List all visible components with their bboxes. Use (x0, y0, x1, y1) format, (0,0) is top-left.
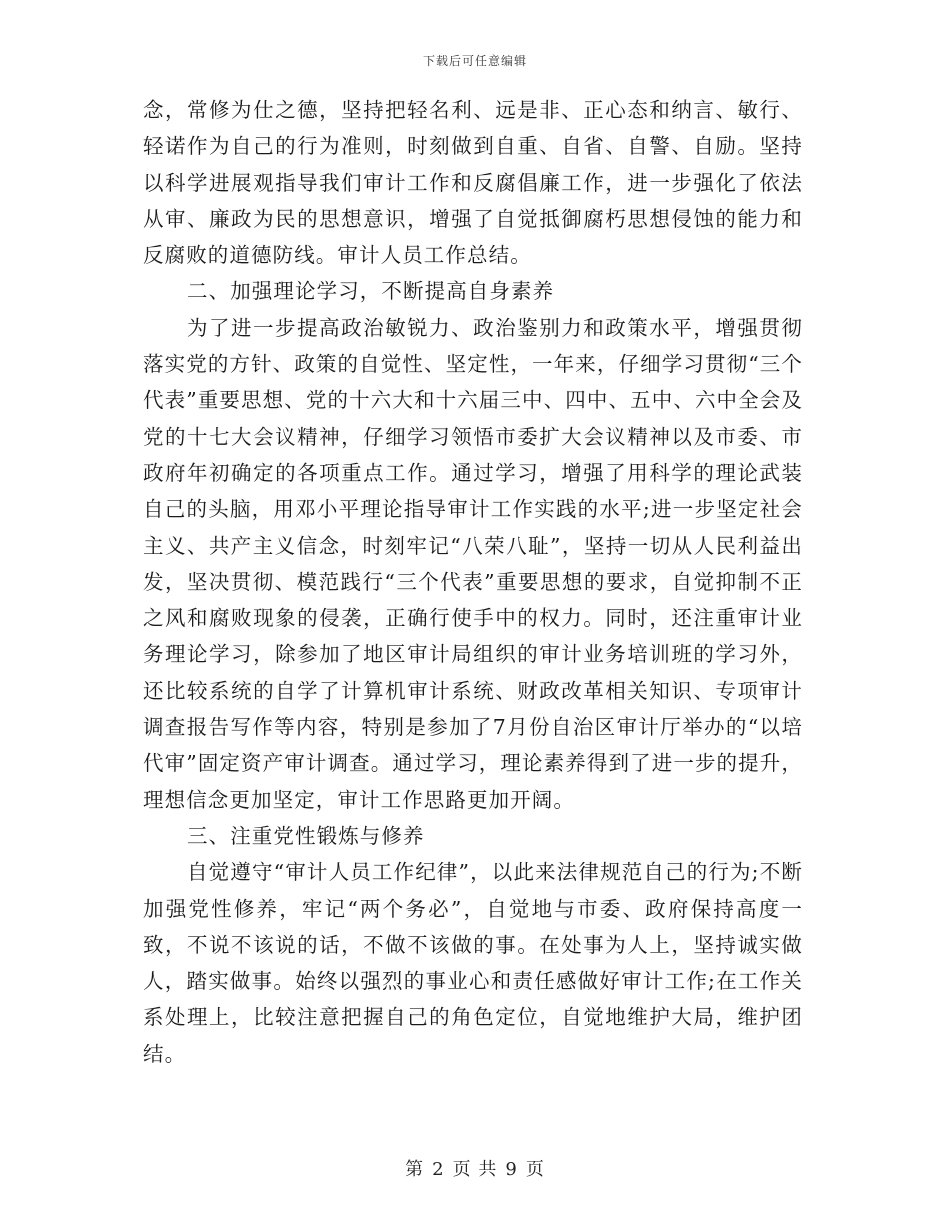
footer-suffix: 页 (525, 1159, 545, 1180)
page-number-footer (0, 1155, 950, 1181)
document-body (143, 92, 803, 1072)
footer-middle: 页 共 (452, 1159, 498, 1180)
paragraph-party-spirit: 自觉遵守“审计人员工作纪律”，以此来法律规范自己的行为;不断加强党性修养，牢记“两个务必”，自觉地与市委、政府保持高度一致，不说不该说的话，不做不该做的事。在处事为人上，坚持诚实做人，踏实做事。始终以强烈的事业心和责任感做好审计工作;在工作关系处理上，比较注意把握自己的角色定位，自觉地维护大局，维护团结。 (143, 860, 803, 1066)
total-page-count: 9 (505, 1159, 518, 1180)
paragraph-integrity: 念，常修为仕之德，坚持把轻名利、远是非、正心态和纳言、敏行、轻诺作为自己的行为准则，时刻做到自重、自省、自警、自励。坚持以科学进展观指导我们审计工作和反腐倡廉工作，进一步强化了依法从审、廉政为民的思想意识，增强了自觉抵御腐朽思想侵蚀的能力和反腐败的道德防线。审计人员工作总结。 (143, 98, 803, 268)
paragraph-theory-study: 为了进一步提高政治敏锐力、政治鉴别力和政策水平，增强贯彻落实党的方针、政策的自觉性、坚定性，一年来，仔细学习贯彻“三个代表”重要思想、党的十六大和十六届三中、四中、五中、六中全会及党的十七大会议精神，仔细学习领悟市委扩大会议精神以及市委、市政府年初确定的各项重点工作。通过学习，增强了用科学的理论武装自己的头脑，用邓小平理论指导审计工作实践的水平;进一步坚定社会主义、共产主义信念，时刻牢记“八荣八耻”，坚持一切从人民利益出发，坚决贯彻、模范践行“三个代表”重要思想的要求，自觉抑制不正之风和腐败现象的侵袭，正确行使手中的权力。同时，还注重审计业务理论学习，除参加了地区审计局组织的审计业务培训班的学习外，还比较系统的自学了计算机审计系统、财政改革相关知识、专项审计调查报告写作等内容，特别是参加了7月份自治区审计厅举办的“以培代审”固定资产审计调查。通过学习，理论素养得到了进一步的提升，理想信念更加坚定，审计工作思路更加开阔。 (143, 315, 803, 812)
section-heading-party-spirit: 三、注重党性锻炼与修养 (187, 823, 425, 848)
current-page-number: 2 (432, 1159, 445, 1180)
footer-prefix: 第 (405, 1159, 425, 1180)
page-header-note: 下载后可任意编辑 (422, 54, 527, 68)
section-heading-theory-study: 二、加强理论学习，不断提高自身素养 (187, 279, 555, 304)
